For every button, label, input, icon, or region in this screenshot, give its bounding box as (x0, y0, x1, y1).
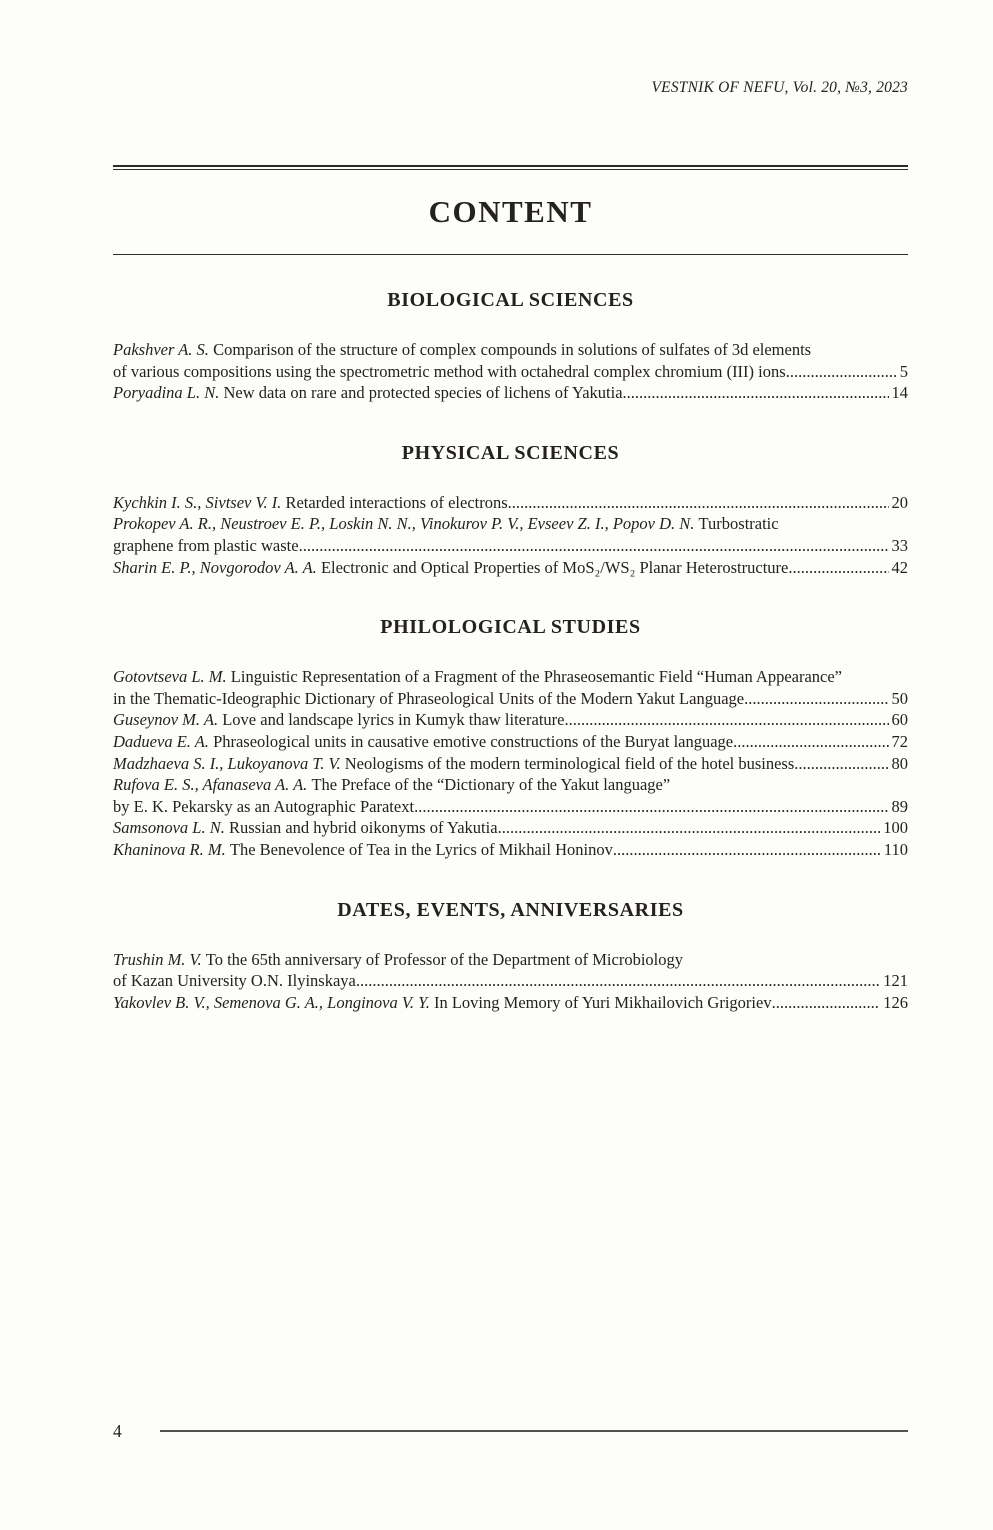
toc-entry (113, 817, 908, 839)
entry-title-text: To the 65th anniversary of Professor of the Department of Microbiology (205, 949, 683, 969)
entry-title-text: Phraseological units in causative emotive constructions of the Buryat language (213, 731, 734, 751)
entry-line (113, 796, 908, 818)
entry-title-text: The Preface of the “Dictionary of the Yakut language” (311, 775, 671, 795)
entry-authors: Pakshver A. S. (113, 340, 214, 359)
entry-title-text: The Benevolence of Tea in the Lyrics of Mikhail Honinov (229, 839, 613, 859)
footer-page-number: 4 (113, 1421, 122, 1441)
entry-authors: Dadueva E. A. (113, 731, 214, 751)
entry-title-text: of Kazan University O.N. Ilyinskaya (113, 971, 356, 991)
entry-title-text: Comparison of the structure of complex compounds in solutions of sulfates of 3d elements (213, 340, 812, 359)
entry-title-text: in the Thematic-Ideographic Dictionary of Phraseological Units of the Modern Yakut Language (113, 688, 745, 708)
journal-header-line: VESTNIK OF NEFU, Vol. 20, №3, 2023 (651, 79, 908, 96)
entry-title-text: Retarded interactions of electrons (285, 492, 508, 512)
dot-leader (498, 817, 881, 839)
entry-title-text: Electronic and Optical Properties of MoS₂/WS₂ Planar Heterostructure (320, 557, 789, 577)
title-rule (113, 254, 908, 255)
toc-sections (113, 289, 908, 1013)
toc-entry (113, 753, 908, 775)
entry-text (113, 796, 414, 818)
dot-leader (299, 535, 889, 557)
entry-text (113, 492, 508, 514)
entry-page-number: 100 (883, 818, 908, 838)
entry-authors: Samsonova L. N. (113, 818, 229, 838)
entry-text (113, 535, 299, 557)
entry-title-text: graphene from plastic waste (113, 535, 299, 555)
content-area (0, 78, 993, 1013)
entry-page-number: 110 (883, 839, 908, 859)
toc-entry (113, 382, 908, 404)
entry-title-text: of various compositions using the spectrometric method with octahedral complex chromium (III) ions (113, 361, 786, 381)
entry-page-number: 14 (891, 383, 908, 403)
toc-entry (113, 949, 908, 992)
entry-text (113, 950, 683, 969)
toc-entry (113, 492, 908, 514)
entry-page-number: 80 (891, 753, 908, 773)
toc-entry (113, 666, 908, 709)
entry-text (113, 361, 786, 383)
entry-authors: Prokopev A. R., Neustroev E. P., Loskin N. N., Vinokurov P. V., Evseev Z. I., Popov D. N. (113, 514, 699, 534)
entry-page-number: 89 (891, 796, 908, 816)
entry-line (113, 817, 908, 839)
entry-line (113, 992, 908, 1014)
dot-leader (744, 688, 888, 710)
entry-line (113, 513, 908, 535)
section-heading: DATES, EVENTS, ANNIVERSARIES (337, 898, 684, 921)
toc-entry (113, 839, 908, 861)
entry-line (113, 753, 908, 775)
entry-page-number: 50 (891, 688, 908, 708)
entry-authors: Poryadina L. N. (113, 383, 224, 403)
entry-text (113, 514, 779, 533)
section-heading: PHILOLOGICAL STUDIES (380, 616, 641, 639)
entry-text (113, 557, 788, 579)
entry-authors: Guseynov M. A. (113, 710, 223, 730)
toc-entry (113, 709, 908, 731)
entry-title-text: Love and landscape lyrics in Kumyk thaw literature (222, 710, 565, 730)
entry-line (113, 557, 908, 579)
dot-leader (786, 361, 897, 383)
entry-authors: Rufova E. S., Afanaseva A. A. (113, 775, 312, 795)
entry-line (113, 970, 908, 992)
dot-leader (733, 731, 888, 753)
entry-line (113, 731, 908, 753)
dot-leader (414, 796, 888, 818)
dot-leader (508, 492, 889, 514)
entry-title-text: Linguistic Representation of a Fragment of the Phraseosemantic Field “Human Appearance” (230, 667, 843, 687)
entry-page-number: 33 (891, 535, 908, 555)
entry-page-number: 121 (883, 971, 908, 991)
entry-page-number: 126 (883, 992, 908, 1012)
entry-line (113, 949, 908, 971)
entry-line (113, 535, 908, 557)
entry-line (113, 492, 908, 514)
toc-entry (113, 731, 908, 753)
entry-text (113, 775, 670, 794)
toc-entry (113, 557, 908, 579)
entry-title-text: New data on rare and protected species of lichens of Yakutia (223, 383, 623, 403)
entry-page-number: 42 (891, 557, 908, 577)
page-title: CONTENT (428, 194, 593, 229)
double-rule (113, 165, 908, 170)
entry-authors: Gotovtseva L. M. (113, 667, 231, 687)
entry-text (113, 970, 356, 992)
entry-line (113, 709, 908, 731)
entry-text (113, 992, 772, 1014)
section-heading: BIOLOGICAL SCIENCES (387, 289, 634, 311)
entry-text (113, 709, 564, 731)
dot-leader (564, 709, 888, 731)
entry-title-text: by E. K. Pekarsky as an Autographic Paratext (113, 796, 415, 816)
dot-leader (613, 839, 881, 861)
dot-leader (788, 557, 888, 579)
page-footer (113, 1420, 908, 1442)
entry-authors: Yakovlev B. V., Semenova G. A., Longinova V. Y. (113, 992, 434, 1012)
entry-title-text: In Loving Memory of Yuri Mikhailovich Grigoriev (433, 992, 772, 1012)
entry-text (113, 753, 794, 775)
dot-leader (772, 992, 881, 1014)
entry-text (113, 688, 744, 710)
entry-page-number: 60 (891, 710, 908, 730)
entry-page-number: 72 (891, 731, 908, 751)
dot-leader (356, 970, 880, 992)
entry-line (113, 839, 908, 861)
entry-line (113, 361, 908, 383)
entry-authors: Khaninova R. M. (113, 839, 230, 859)
entry-authors: Madzhaeva S. I., Lukoyanova T. V. (113, 753, 345, 773)
entry-text (113, 667, 842, 686)
entry-line (113, 666, 908, 688)
entry-text (113, 340, 811, 359)
entry-page-number: 5 (899, 361, 908, 381)
entry-text (113, 731, 733, 753)
toc-entry (113, 774, 908, 817)
entry-text (113, 382, 623, 404)
entry-line (113, 774, 908, 796)
entry-text (113, 817, 498, 839)
entry-authors: Sharin E. P., Novgorodov A. A. (113, 557, 321, 577)
entry-line (113, 382, 908, 404)
entry-authors: Kychkin I. S., Sivtsev V. I. (113, 492, 286, 512)
entry-page-number: 20 (891, 492, 908, 512)
dot-leader (623, 382, 889, 404)
footer-rule (160, 1430, 908, 1432)
entry-text (113, 839, 613, 861)
section-heading: PHYSICAL SCIENCES (401, 441, 620, 464)
entry-line (113, 688, 908, 710)
toc-entry (113, 339, 908, 382)
entry-title-text: Neologisms of the modern terminological field of the hotel business (344, 753, 795, 773)
entry-title-text: Russian and hybrid oikonyms of Yakutia (228, 818, 498, 838)
toc-entry (113, 513, 908, 556)
dot-leader (794, 753, 888, 775)
entry-authors: Trushin M. V. (113, 949, 206, 969)
entry-title-text: Turbostratic (698, 514, 779, 534)
entry-line (113, 339, 908, 361)
toc-entry (113, 992, 908, 1014)
